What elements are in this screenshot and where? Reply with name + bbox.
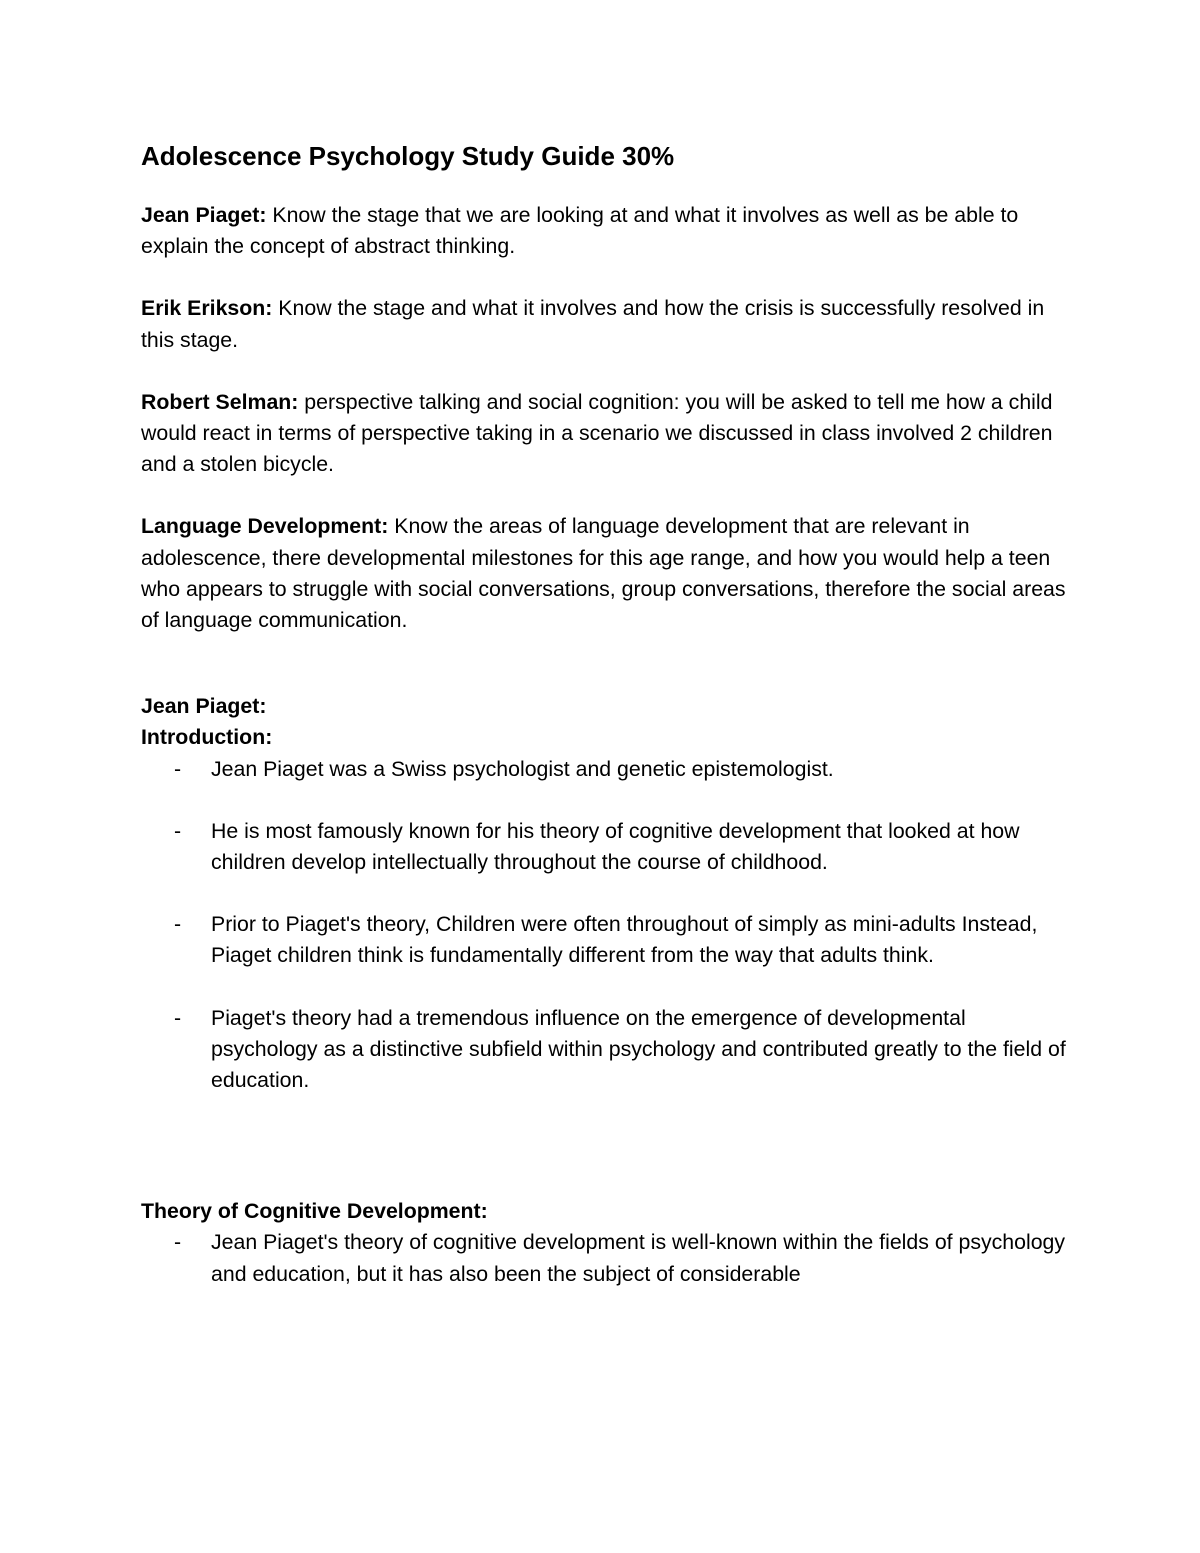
dash-bullet-icon: - xyxy=(174,756,182,781)
section-subheading-introduction: Introduction: xyxy=(141,725,273,750)
summary-term: Language Development: xyxy=(141,514,389,539)
list-item xyxy=(141,1003,1071,1097)
summary-text: Know the stage that we are looking at and what it involves as well as be able to explain the concept of abstract thinking. xyxy=(141,203,1019,259)
list-item xyxy=(141,816,1071,878)
document-title: Adolescence Psychology Study Guide 30% xyxy=(141,141,675,171)
list-item-text: Prior to Piaget's theory, Children were often throughout of simply as mini-adults Instead, Piaget children think is fundamentally different from the way that adults think. xyxy=(211,912,1038,968)
list-item-text: Piaget's theory had a tremendous influence on the emergence of developmental psychology as a distinctive subfield within psychology and contributed greatly to the field of education. xyxy=(211,1005,1066,1093)
summary-text: Know the stage and what it involves and how the crisis is successfully resolved in this stage. xyxy=(141,296,1045,352)
summary-erikson xyxy=(141,293,1071,355)
summary-text: perspective talking and social cognition: you will be asked to tell me how a child would react in terms of perspective taking in a scenario we discussed in class involved 2 children and a stolen bicycle. xyxy=(141,389,1053,477)
dash-bullet-icon: - xyxy=(174,818,182,843)
section-heading-cognitive-development: Theory of Cognitive Development: xyxy=(141,1199,488,1224)
summary-term: Jean Piaget: xyxy=(141,203,267,227)
summary-text: Know the areas of language development that are relevant in adolescence, there developmental milestones for this age range, and how you would help a teen who appears to struggle with social conversations, group conversations, therefore the social areas of language communication. xyxy=(141,514,1066,633)
summary-term: Erik Erikson: xyxy=(141,296,273,321)
document-page xyxy=(141,139,1071,1321)
dash-bullet-icon: - xyxy=(174,1230,182,1255)
list-item xyxy=(141,1227,1071,1289)
summary-piaget xyxy=(141,200,1071,262)
cognitive-development-list xyxy=(141,1227,1071,1289)
list-item xyxy=(141,754,1071,785)
summary-term: Robert Selman: xyxy=(141,389,299,414)
dash-bullet-icon: - xyxy=(174,1005,182,1030)
introduction-list xyxy=(141,754,1071,1097)
list-item-text: Jean Piaget's theory of cognitive development is well-known within the fields of psychology and education, but it has also been the subject of considerable xyxy=(211,1230,1066,1286)
list-item-text: Jean Piaget was a Swiss psychologist and genetic epistemologist. xyxy=(211,756,834,781)
section-heading-piaget: Jean Piaget: xyxy=(141,694,267,719)
list-item xyxy=(141,909,1071,971)
summary-language xyxy=(141,511,1071,636)
list-item-text: He is most famously known for his theory of cognitive development that looked at how children develop intellectually throughout the course of childhood. xyxy=(211,818,1020,875)
dash-bullet-icon: - xyxy=(174,912,182,937)
spacer xyxy=(141,667,1071,691)
summary-selman xyxy=(141,387,1071,481)
